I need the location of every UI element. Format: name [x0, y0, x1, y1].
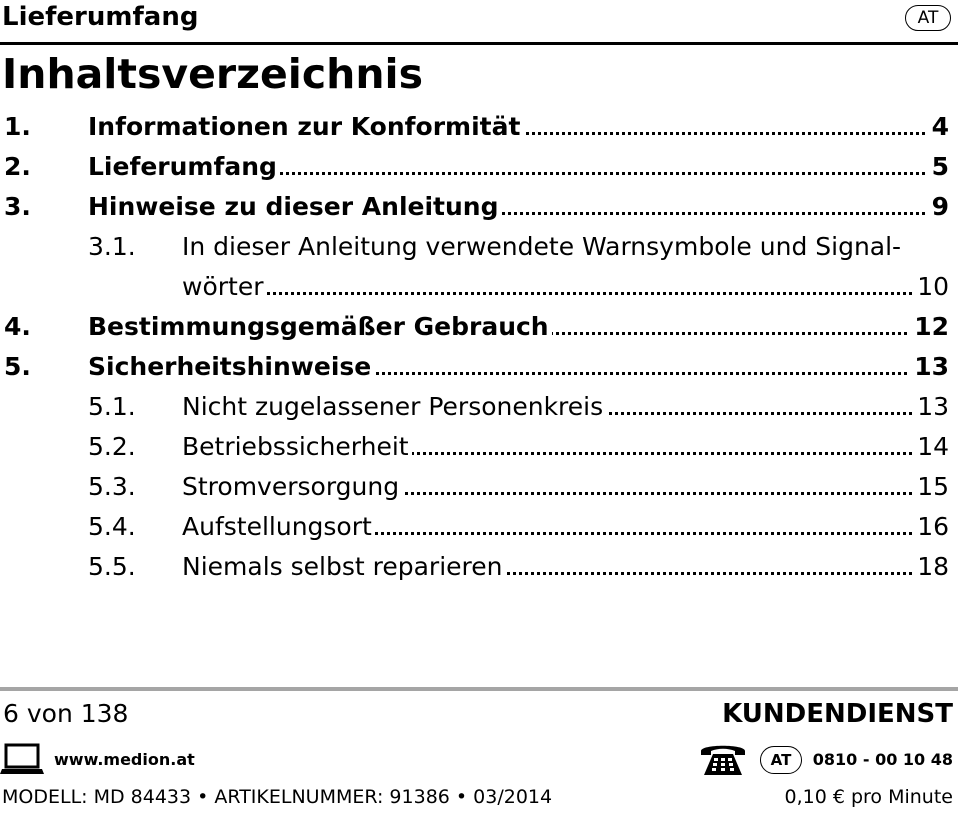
toc-page-number: 10 — [913, 270, 949, 304]
toc-title: Betriebssicherheit — [182, 430, 412, 464]
toc-leader-dots — [182, 292, 949, 295]
toc-title-continuation: wörter — [182, 270, 266, 304]
toc-page-number: 14 — [913, 430, 949, 464]
page-title: Inhaltsverzeichnis — [2, 50, 423, 98]
toc-page-number: 12 — [910, 310, 949, 344]
footer-divider — [0, 687, 958, 691]
toc-title: Stromversorgung — [182, 470, 402, 504]
customer-service-title: KUNDENDIENST — [722, 699, 953, 729]
toc-title: Bestimmungsgemäßer Gebrauch — [88, 310, 552, 344]
toc-title: Aufstellungsort — [182, 510, 375, 544]
toc-number: 5.4. — [88, 512, 136, 541]
toc-number: 5.5. — [88, 552, 136, 581]
model-article-number: MODELL: MD 84433 • ARTIKELNUMMER: 91386 • 03/2014 — [2, 786, 553, 808]
telephone-icon — [698, 742, 748, 778]
website-link[interactable]: www.medion.at — [54, 750, 195, 769]
toc-title: Niemals selbst reparieren — [182, 550, 505, 584]
toc-number: 3.1. — [88, 232, 136, 261]
toc-number: 3. — [4, 192, 31, 221]
toc-page-number: 5 — [928, 150, 949, 184]
header-divider — [0, 42, 958, 45]
country-badge: AT — [905, 5, 951, 31]
toc-title: Nicht zugelassener Personenkreis — [182, 390, 606, 424]
call-price: 0,10 € pro Minute — [784, 786, 953, 808]
toc-number: 1. — [4, 112, 31, 141]
toc-page-number: 13 — [910, 350, 949, 384]
toc-number: 5.2. — [88, 432, 136, 461]
toc-number: 5. — [4, 352, 31, 381]
toc-page-number: 4 — [928, 110, 949, 144]
toc-title: In dieser Anleitung verwendete Warnsymbole und Signal- — [182, 232, 902, 261]
toc-title: Hinweise zu dieser Anleitung — [88, 190, 501, 224]
toc-number: 5.1. — [88, 392, 136, 421]
toc-title: Informationen zur Konformität — [88, 110, 523, 144]
toc-page-number: 18 — [913, 550, 949, 584]
toc-title: Lieferumfang — [88, 150, 280, 184]
page-number: 6 von 138 — [3, 699, 129, 728]
toc-page-number: 15 — [913, 470, 949, 504]
country-badge-footer: AT — [760, 746, 802, 774]
toc-number: 2. — [4, 152, 31, 181]
toc-number: 5.3. — [88, 472, 136, 501]
phone-number: 0810 - 00 10 48 — [812, 750, 953, 769]
section-header: Lieferumfang — [2, 2, 199, 32]
toc-page-number: 16 — [913, 510, 949, 544]
toc-title: Sicherheitshinweise — [88, 350, 374, 384]
toc-number: 4. — [4, 312, 31, 341]
toc-page-number: 9 — [928, 190, 949, 224]
toc-page-number: 13 — [913, 390, 949, 424]
laptop-icon — [0, 742, 44, 776]
